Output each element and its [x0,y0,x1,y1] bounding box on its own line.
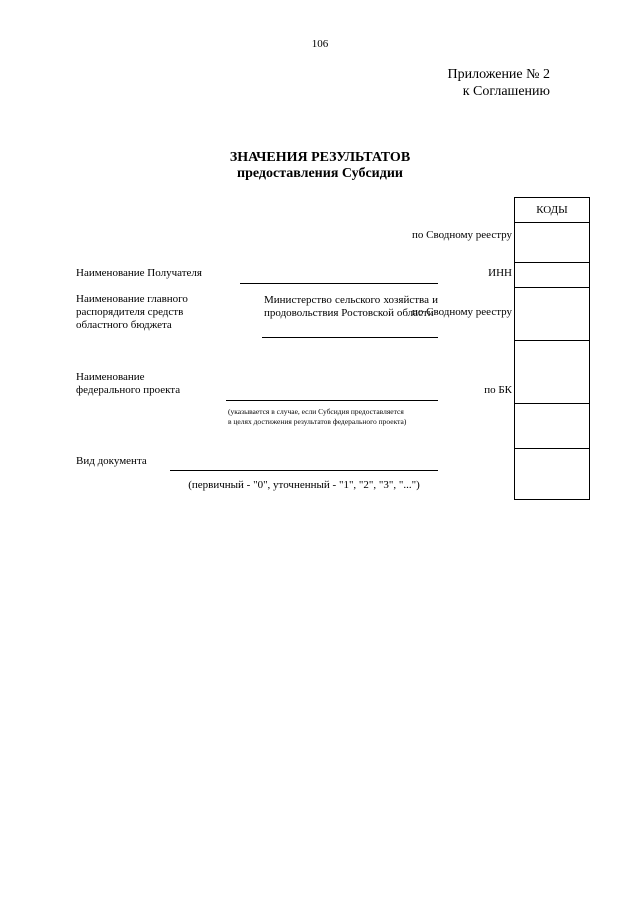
code-cell-registry-2[interactable] [515,288,590,341]
federal-project-field[interactable] [226,400,438,401]
code-cell-federal-project-extra[interactable] [515,404,590,449]
appendix-line1: Приложение № 2 [447,67,550,82]
label-document-type: Вид документа [76,455,147,467]
chief-manager-value: Министерство сельского хозяйства и продовольствия Ростовской области [264,294,438,319]
chief-manager-line1: Наименование главного [76,293,188,305]
title-line2: предоставления Субсидии [237,166,403,181]
code-cell-inn[interactable] [515,263,590,288]
code-cell-bk[interactable] [515,341,590,404]
title-line1: ЗНАЧЕНИЯ РЕЗУЛЬТАТОВ [229,150,411,165]
federal-project-note [228,407,442,427]
label-consolidated-registry-1: по Сводному реестру [412,229,512,241]
federal-project-line1: Наименование [76,371,145,383]
document-type-hint: (первичный - "0", уточненный - "1", "2", "3", "...") [188,479,420,491]
federal-project-note-line2: в целях достижения результатов федерального проекта) [228,417,407,426]
federal-project-note-line1: (указывается в случае, если Субсидия предоставляется [228,407,404,416]
document-type-field[interactable] [170,470,438,471]
chief-manager-line3: областного бюджета [76,319,172,331]
label-federal-project [76,371,180,397]
appendix-heading [400,66,550,100]
label-inn: ИНН [488,267,512,279]
label-bk: по БК [484,384,512,396]
code-cell-registry-1[interactable] [515,223,590,263]
chief-manager-field-line [262,337,438,338]
document-title [0,150,640,182]
recipient-name-field[interactable] [240,283,438,284]
page-number: 106 [311,38,329,50]
codes-table [514,197,590,500]
appendix-line2: к Соглашению [462,84,550,99]
codes-header: КОДЫ [515,198,590,223]
label-chief-manager [76,293,188,332]
code-cell-document-type[interactable] [515,449,590,500]
federal-project-line2: федерального проекта [76,384,181,396]
label-consolidated-registry-2: по Сводному реестру [412,306,512,318]
chief-manager-line2: распорядителя средств [76,306,184,318]
label-recipient-name: Наименование Получателя [76,267,202,279]
